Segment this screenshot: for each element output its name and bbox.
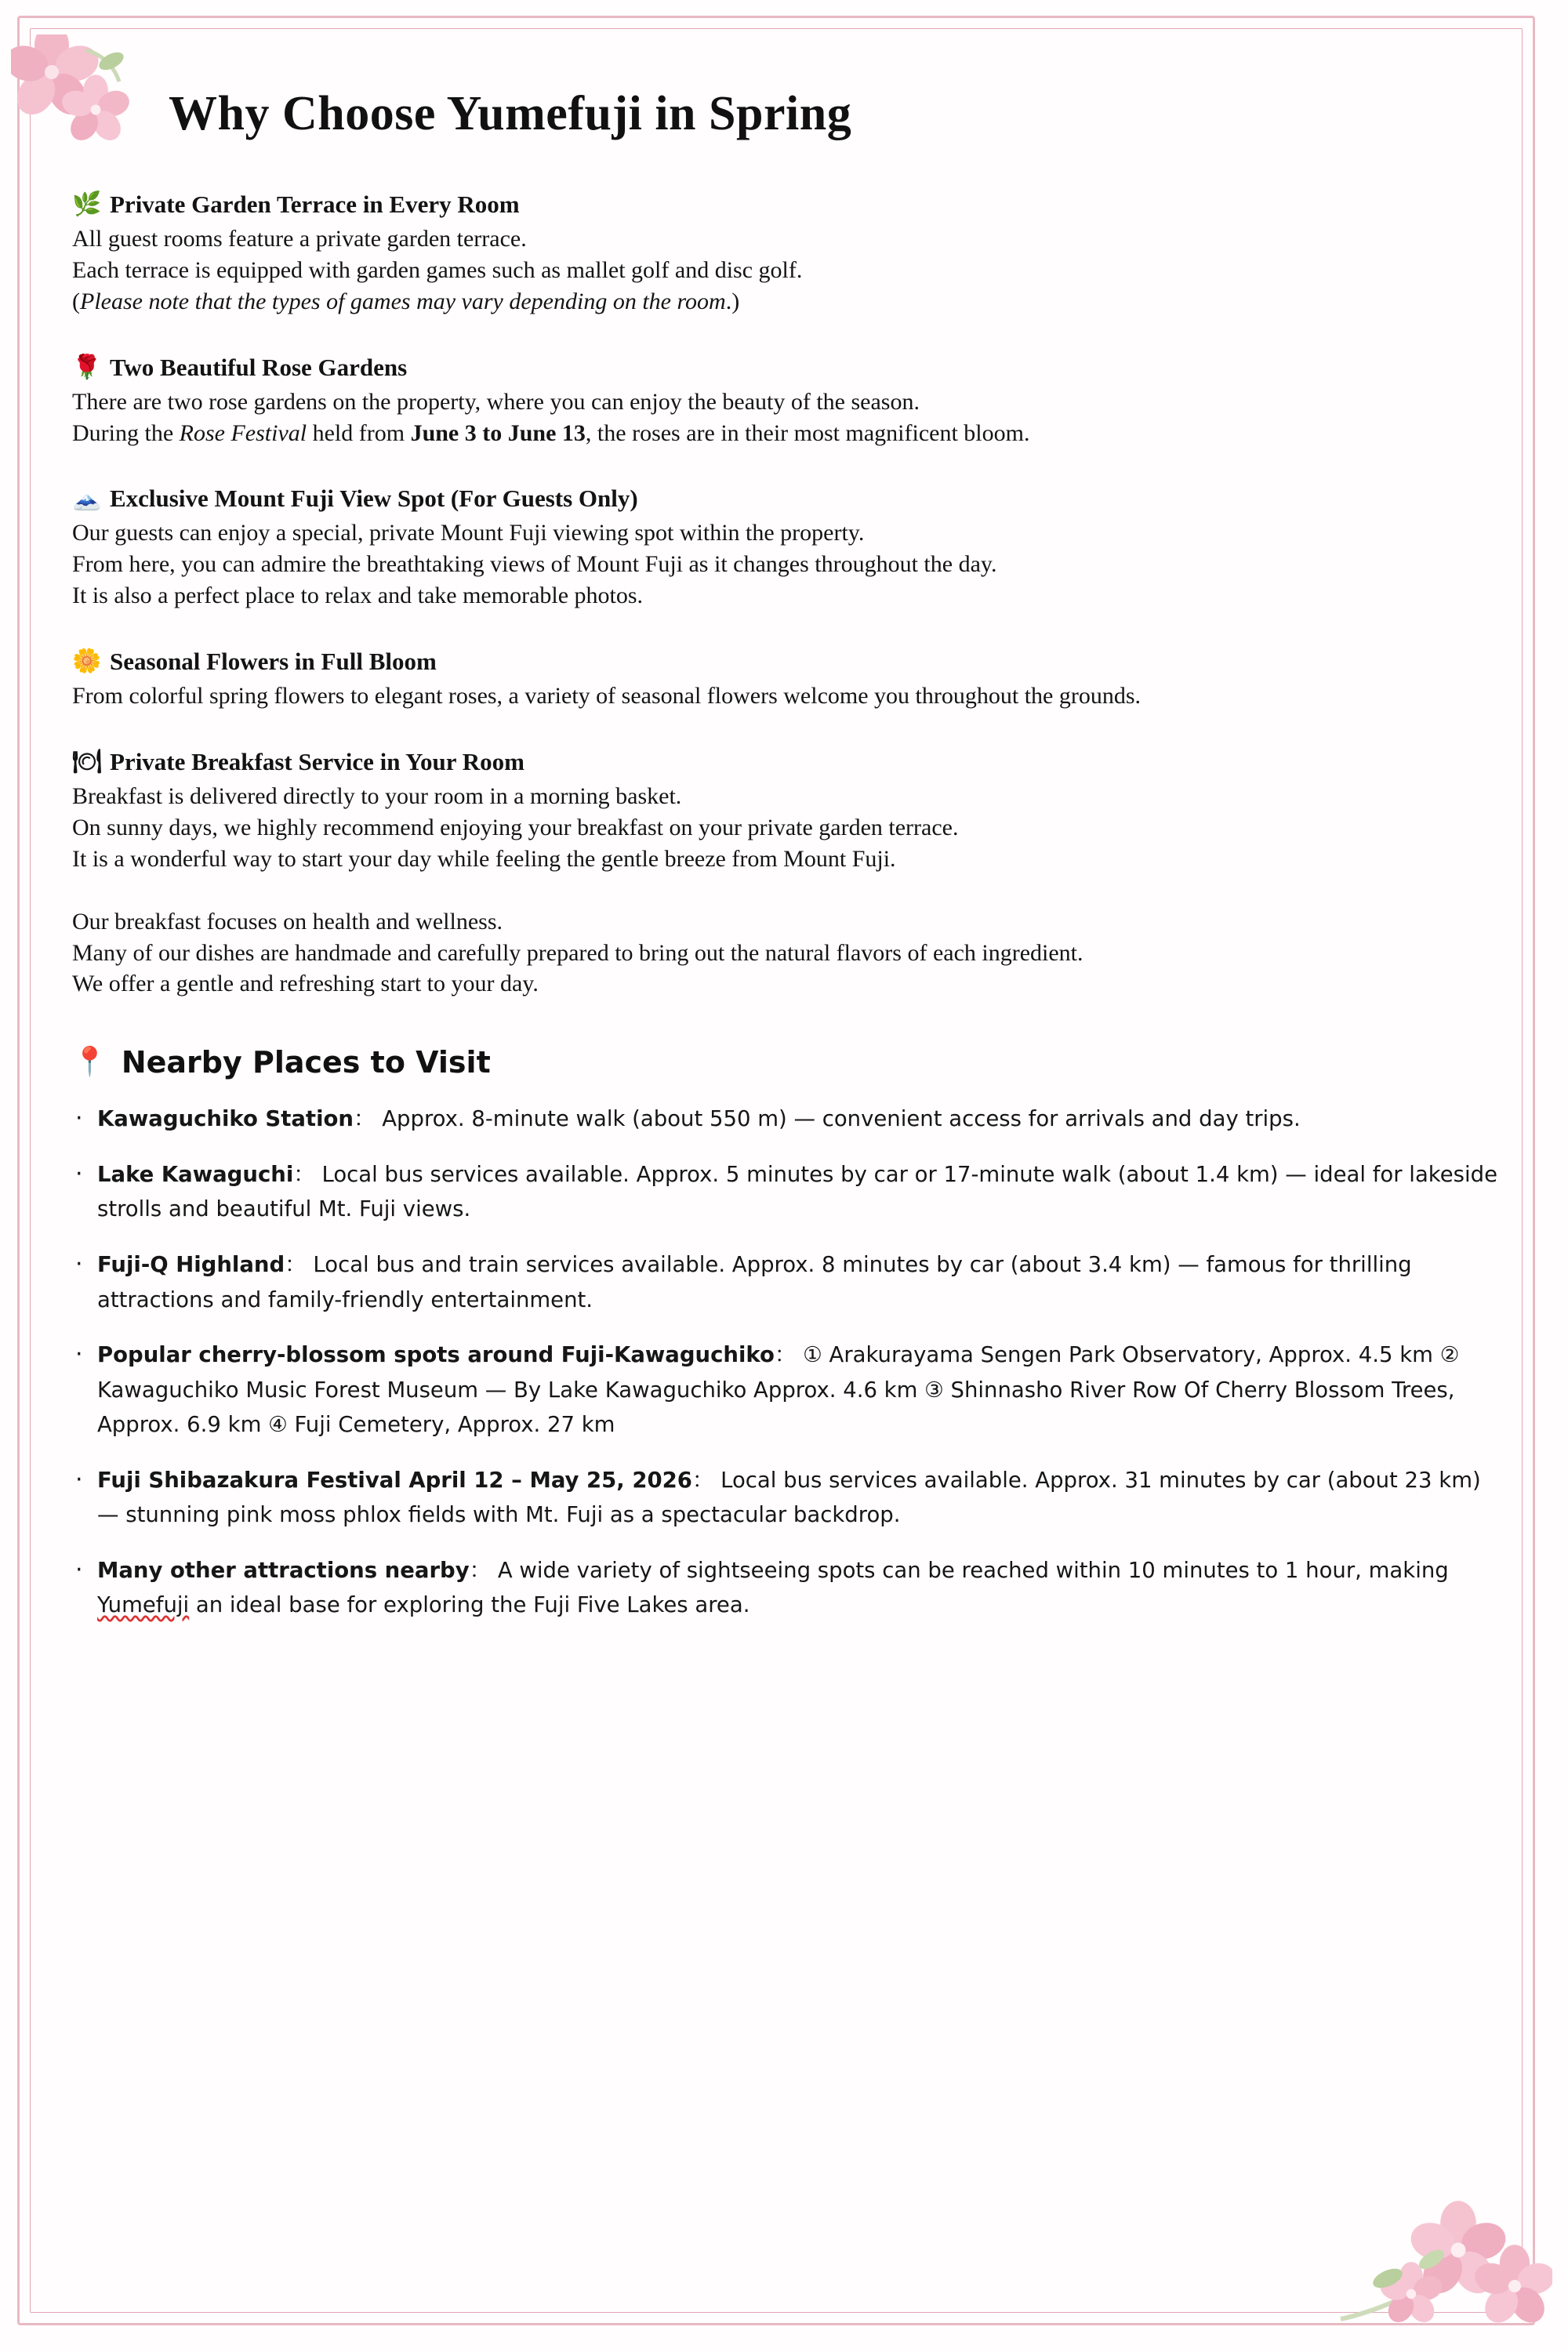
body-line: There are two rose gardens on the property, where you can enjoy the beauty of the season. [72, 388, 920, 415]
place-separator: ： [469, 1557, 492, 1583]
meal-tray-icon: 🍽 [72, 749, 103, 775]
place-description: Local bus and train services available. Approx. 8 minutes by car (about 3.4 km) — famous for thrilling attractions and family-friendly entertainment. [97, 1252, 1412, 1312]
list-item [71, 1247, 1505, 1317]
section-rose-gardens [71, 354, 1505, 449]
place-description: Local bus services available. Approx. 31 minutes by car (about 23 km) — stunning pink moss phlox fields with Mt. Fuji as a spectacular backdrop. [97, 1467, 1481, 1528]
section-heading [71, 191, 1505, 219]
section-private-garden-terrace [71, 191, 1505, 318]
nearby-places-heading-text: Nearby Places to Visit [121, 1045, 491, 1080]
body-line: From here, you can admire the breathtaking views of Mount Fuji as it changes throughout the day. [72, 551, 997, 578]
place-label: Fuji-Q Highland [97, 1252, 285, 1277]
section-body [71, 681, 1505, 712]
body-line-rose-festival [72, 418, 1505, 449]
rose-festival-name: Rose Festival [179, 419, 307, 446]
nearby-places-heading [71, 1045, 1505, 1080]
document-content [71, 86, 1505, 1643]
place-label: Fuji Shibazakura Festival April 12 – May 25, 2026 [97, 1467, 692, 1493]
note-prefix: ( [72, 288, 80, 314]
body-line: Many of our dishes are handmade and carefully prepared to bring out the natural flavors of each ingredient. [72, 939, 1083, 966]
note-suffix: .) [725, 288, 740, 314]
place-separator: ： [691, 1467, 714, 1493]
section-heading-text: Private Garden Terrace in Every Room [110, 191, 520, 218]
list-item [71, 1157, 1505, 1227]
list-item [71, 1338, 1505, 1443]
breakfast-wellness-note [71, 906, 1505, 1000]
herb-icon: 🌿 [72, 191, 102, 217]
place-label: Lake Kawaguchi [97, 1161, 294, 1187]
section-private-breakfast [71, 748, 1505, 875]
section-heading [71, 748, 1505, 776]
list-item [71, 1102, 1505, 1137]
list-item [71, 1463, 1505, 1533]
blossom-icon: 🌼 [72, 648, 102, 675]
rose-festival-dates: June 3 to June 13 [410, 419, 586, 446]
place-separator: ： [353, 1106, 376, 1132]
body-line: Our breakfast focuses on health and wellness. [72, 908, 503, 935]
location-pin-icon: 📍 [72, 1046, 107, 1079]
body-line: We offer a gentle and refreshing start to your day. [72, 971, 539, 997]
section-heading [71, 354, 1505, 382]
place-description: ① Arakurayama Sengen Park Observatory, Approx. 4.5 km ② Kawaguchiko Music Forest Museum — By Lake Kawaguchiko Approx. 4.6 km ③ Shinnasho River Row Of Cherry Blossom Trees, Approx. 6.9 km ④ Fuji Cemetery, Approx. 27 km [97, 1342, 1460, 1438]
place-description-before: A wide variety of sightseeing spots can be reached within 10 minutes to 1 hour, making [497, 1557, 1449, 1583]
note-italic: Please note that the types of games may vary depending on the room [80, 288, 726, 314]
list-item [71, 1553, 1505, 1623]
body-line: Breakfast is delivered directly to your room in a morning basket. [72, 783, 682, 810]
body-line: On sunny days, we highly recommend enjoying your breakfast on your private garden terrace. [72, 814, 959, 840]
body-note [72, 286, 1505, 318]
rose-line-part3: , the roses are in their most magnificent bloom. [585, 419, 1030, 446]
rose-line-part2: held from [307, 419, 411, 446]
body-line: It is also a perfect place to relax and take memorable photos. [72, 583, 644, 609]
section-body [71, 781, 1505, 875]
rose-line-part1: During the [72, 419, 180, 446]
body-line: All guest rooms feature a private garden terrace. [72, 226, 527, 252]
section-heading-text: Two Beautiful Rose Gardens [110, 353, 408, 381]
section-seasonal-flowers [71, 648, 1505, 712]
section-heading-text: Seasonal Flowers in Full Bloom [110, 648, 437, 676]
place-description: Approx. 8-minute walk (about 550 m) — convenient access for arrivals and day trips. [382, 1106, 1301, 1132]
mount-fuji-icon: 🗻 [72, 485, 102, 512]
section-heading [71, 648, 1505, 676]
section-body [71, 517, 1505, 612]
section-body [71, 387, 1505, 449]
place-label: Many other attractions nearby [97, 1557, 470, 1583]
section-body [71, 223, 1505, 318]
place-description-after: an ideal base for exploring the Fuji Five Lakes area. [189, 1592, 750, 1618]
place-separator: ： [293, 1161, 315, 1187]
section-heading-text: Exclusive Mount Fuji View Spot (For Guests Only) [110, 485, 638, 513]
nearby-places-list [71, 1102, 1505, 1623]
section-heading [71, 485, 1505, 513]
rose-icon: 🌹 [72, 354, 102, 380]
spellcheck-word: Yumefuji [97, 1592, 190, 1618]
place-description: Local bus services available. Approx. 5 minutes by car or 17-minute walk (about 1.4 km) — ideal for lakeside strolls and beautiful Mt. Fuji views. [97, 1161, 1498, 1222]
place-separator: ： [285, 1252, 307, 1277]
page-title: Why Choose Yumefuji in Spring [169, 87, 852, 140]
body-line: Our guests can enjoy a special, private Mount Fuji viewing spot within the property. [72, 520, 865, 546]
section-mount-fuji-view-spot [71, 485, 1505, 612]
section-heading-text: Private Breakfast Service in Your Room [110, 748, 524, 776]
place-label: Popular cherry-blossom spots around Fuji-Kawaguchiko [97, 1342, 775, 1368]
body-line: From colorful spring flowers to elegant roses, a variety of seasonal flowers welcome you throughout the grounds. [72, 683, 1142, 710]
place-separator: ： [774, 1342, 797, 1368]
nearby-places-section [71, 1045, 1505, 1623]
body-line: Each terrace is equipped with garden games such as mallet golf and disc golf. [72, 256, 803, 283]
body-line: It is a wonderful way to start your day while feeling the gentle breeze from Mount Fuji. [72, 845, 896, 872]
place-label: Kawaguchiko Station [97, 1106, 354, 1132]
